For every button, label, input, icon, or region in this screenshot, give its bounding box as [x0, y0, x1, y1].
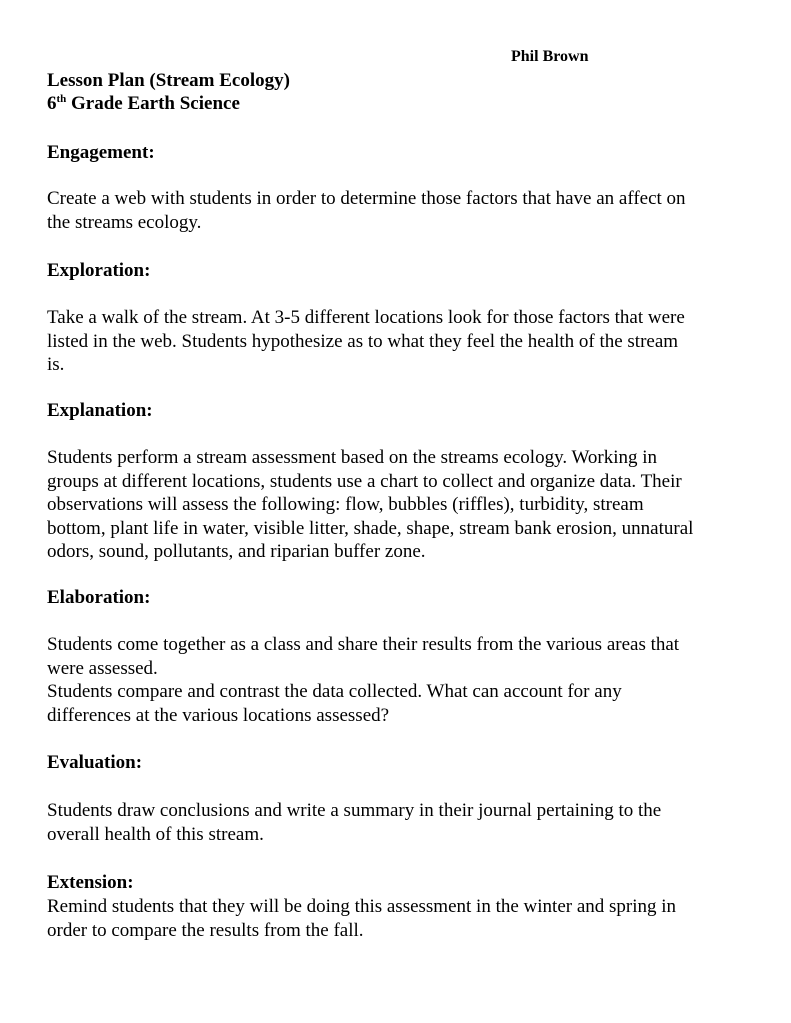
- engagement-line: the streams ecology.: [47, 211, 202, 233]
- exploration-line: listed in the web. Students hypothesize as to what they feel the health of the stream: [47, 330, 679, 352]
- exploration-heading: Exploration:: [47, 260, 151, 281]
- grade-ordinal-suffix: th: [56, 93, 67, 105]
- evaluation-line: Students draw conclusions and write a summary in their journal pertaining to the: [47, 800, 662, 821]
- engagement-text: [47, 187, 747, 234]
- grade-number: 6: [47, 93, 57, 114]
- explanation-line: groups at different locations, students use a chart to collect and organize data. Their: [47, 470, 682, 492]
- exploration-line: Take a walk of the stream. At 3-5 different locations look for those factors that were: [47, 307, 685, 328]
- lesson-title: Lesson Plan (Stream Ecology): [47, 70, 290, 91]
- evaluation-heading: Evaluation:: [47, 752, 143, 773]
- extension-line: order to compare the results from the fall.: [47, 919, 364, 941]
- explanation-line: odors, sound, pollutants, and riparian buffer zone.: [47, 541, 426, 563]
- elaboration-heading: Elaboration:: [47, 587, 151, 608]
- elaboration-line: Students come together as a class and share their results from the various areas that: [47, 634, 680, 655]
- explanation-line: observations will assess the following: flow, bubbles (riffles), turbidity, stream: [47, 494, 644, 516]
- grade-subject: Grade Earth Science: [66, 93, 240, 114]
- elaboration-text: [47, 633, 747, 727]
- extension-line: Remind students that they will be doing this assessment in the winter and spring in: [47, 896, 677, 917]
- explanation-heading: Explanation:: [47, 400, 153, 421]
- evaluation-line: overall health of this stream.: [47, 823, 264, 845]
- exploration-text: [47, 306, 747, 377]
- grade-subtitle: [47, 92, 240, 116]
- explanation-text: [47, 446, 747, 564]
- elaboration-line: Students compare and contrast the data collected. What can account for any: [47, 681, 622, 703]
- author-name: Phil Brown: [511, 48, 589, 65]
- extension-heading: Extension:: [47, 872, 134, 893]
- explanation-line: bottom, plant life in water, visible litter, shade, shape, stream bank erosion, unnatural: [47, 517, 694, 539]
- elaboration-line: were assessed.: [47, 657, 158, 679]
- engagement-line: Create a web with students in order to determine those factors that have an affect on: [47, 188, 686, 209]
- explanation-line: Students perform a stream assessment based on the streams ecology. Working in: [47, 447, 658, 468]
- exploration-line: is.: [47, 354, 65, 376]
- evaluation-text: [47, 799, 747, 846]
- elaboration-line: differences at the various locations assessed?: [47, 704, 390, 726]
- engagement-heading: Engagement:: [47, 142, 155, 163]
- extension-text: [47, 895, 747, 942]
